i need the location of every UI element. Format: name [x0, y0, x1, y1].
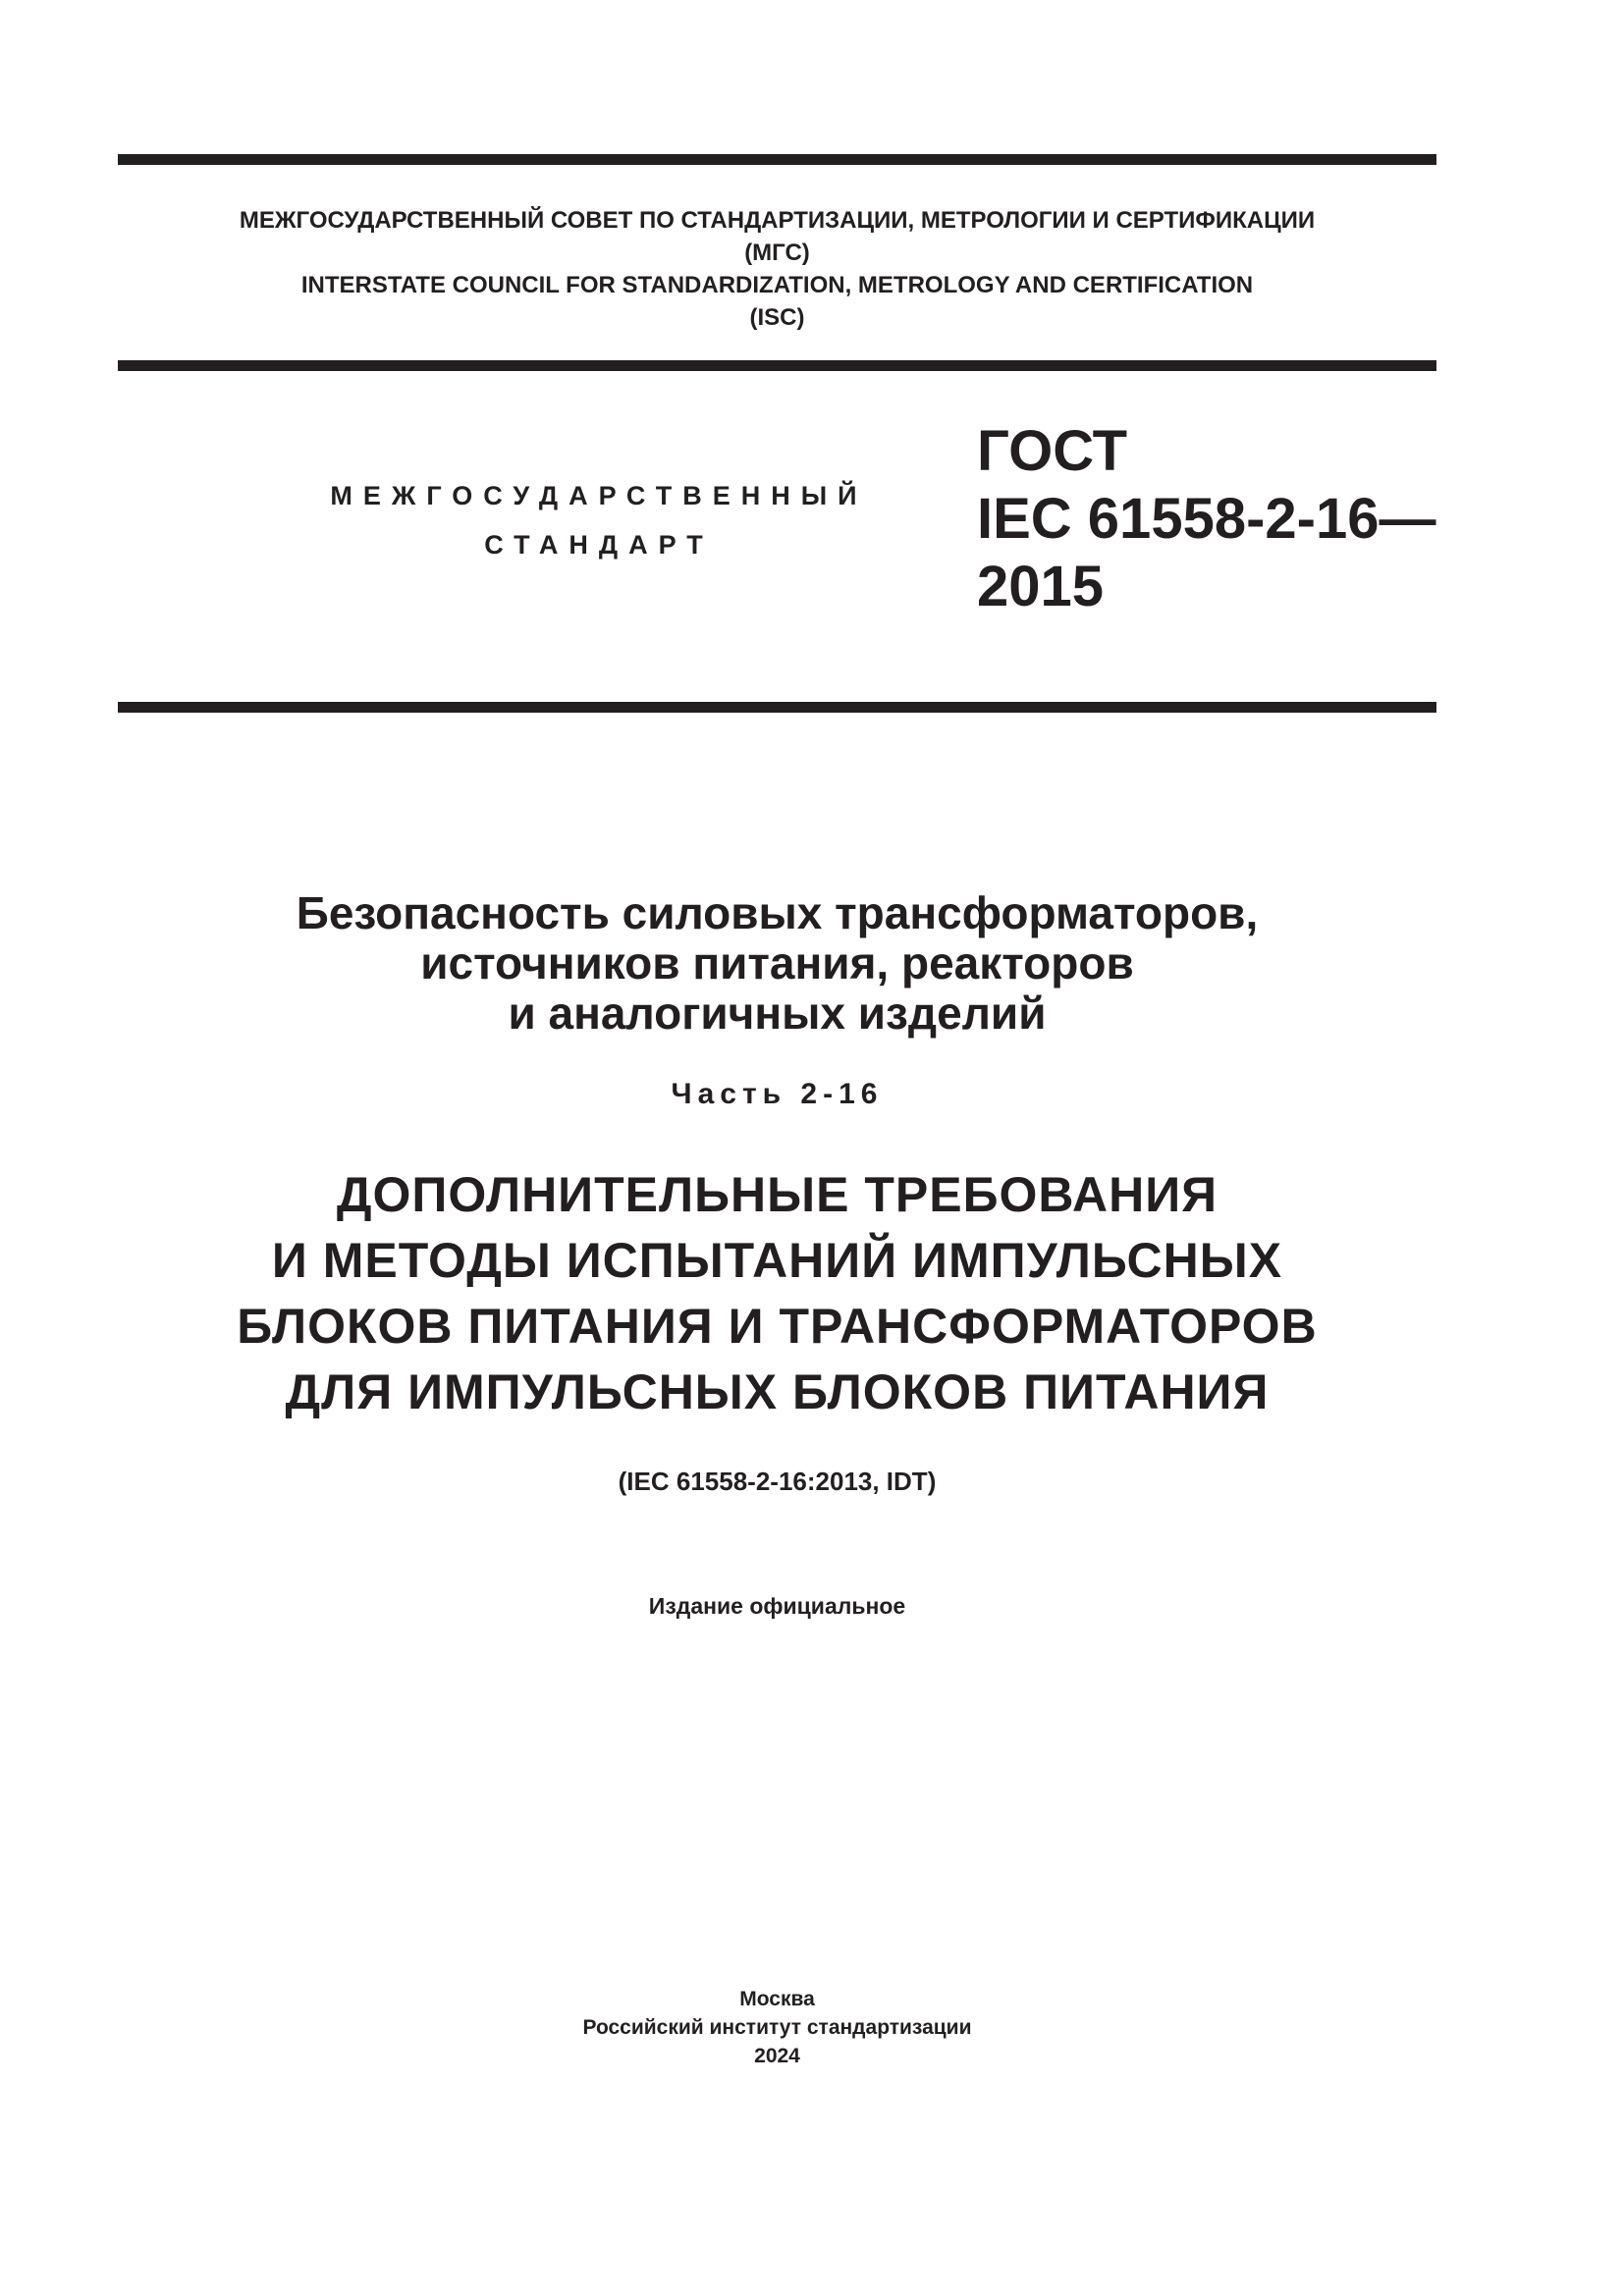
standard-kind-line: МЕЖГОСУДАРСТВЕННЫЙ: [330, 481, 868, 510]
code-rule: [118, 702, 1436, 713]
specific-title-line: ДОПОЛНИТЕЛЬНЫЕ ТРЕБОВАНИЯ: [336, 1167, 1218, 1222]
publication-year: 2024: [754, 2045, 800, 2067]
specific-title-line: БЛОКОВ ПИТАНИЯ И ТРАНСФОРМАТОРОВ: [237, 1299, 1318, 1354]
edition-note: Издание официальное: [648, 1593, 906, 1619]
standard-code: [977, 417, 1435, 620]
top-rule: [118, 154, 1436, 165]
general-title-line: Безопасность силовых трансформаторов,: [296, 887, 1259, 938]
publisher-city: Москва: [739, 1988, 815, 2010]
standard-code-line: 2015: [977, 555, 1105, 618]
standard-code-line: IEC 61558-2-16—: [977, 487, 1436, 551]
header-line: (ISC): [749, 304, 805, 331]
iec-reference: (IEC 61558-2-16:2013, IDT): [618, 1467, 937, 1496]
part-number: Часть 2-16: [671, 1078, 884, 1110]
specific-title: [118, 1162, 1436, 1425]
standard-kind: [295, 471, 903, 569]
standard-code-line: ГОСТ: [977, 419, 1128, 483]
header-line: МЕЖГОСУДАРСТВЕННЫЙ СОВЕТ ПО СТАНДАРТИЗАЦИИ, МЕТРОЛОГИИ И СЕРТИФИКАЦИИ: [239, 207, 1316, 234]
general-title: [118, 888, 1436, 1039]
publisher-name: Российский институт стандартизации: [582, 2016, 972, 2039]
general-title-line: источников питания, реакторов: [420, 937, 1134, 988]
council-header: [118, 204, 1436, 334]
header-line: INTERSTATE COUNCIL FOR STANDARDIZATION, METROLOGY AND CERTIFICATION: [300, 272, 1254, 298]
specific-title-line: И МЕТОДЫ ИСПЫТАНИЙ ИМПУЛЬСНЫХ: [271, 1233, 1283, 1288]
specific-title-line: ДЛЯ ИМПУЛЬСНЫХ БЛОКОВ ПИТАНИЯ: [285, 1364, 1270, 1419]
publisher-info: [118, 1985, 1436, 2070]
general-title-line: и аналогичных изделий: [508, 988, 1047, 1039]
standard-kind-line: СТАНДАРТ: [484, 530, 714, 560]
header-rule: [118, 360, 1436, 371]
header-line: (МГС): [744, 240, 810, 266]
